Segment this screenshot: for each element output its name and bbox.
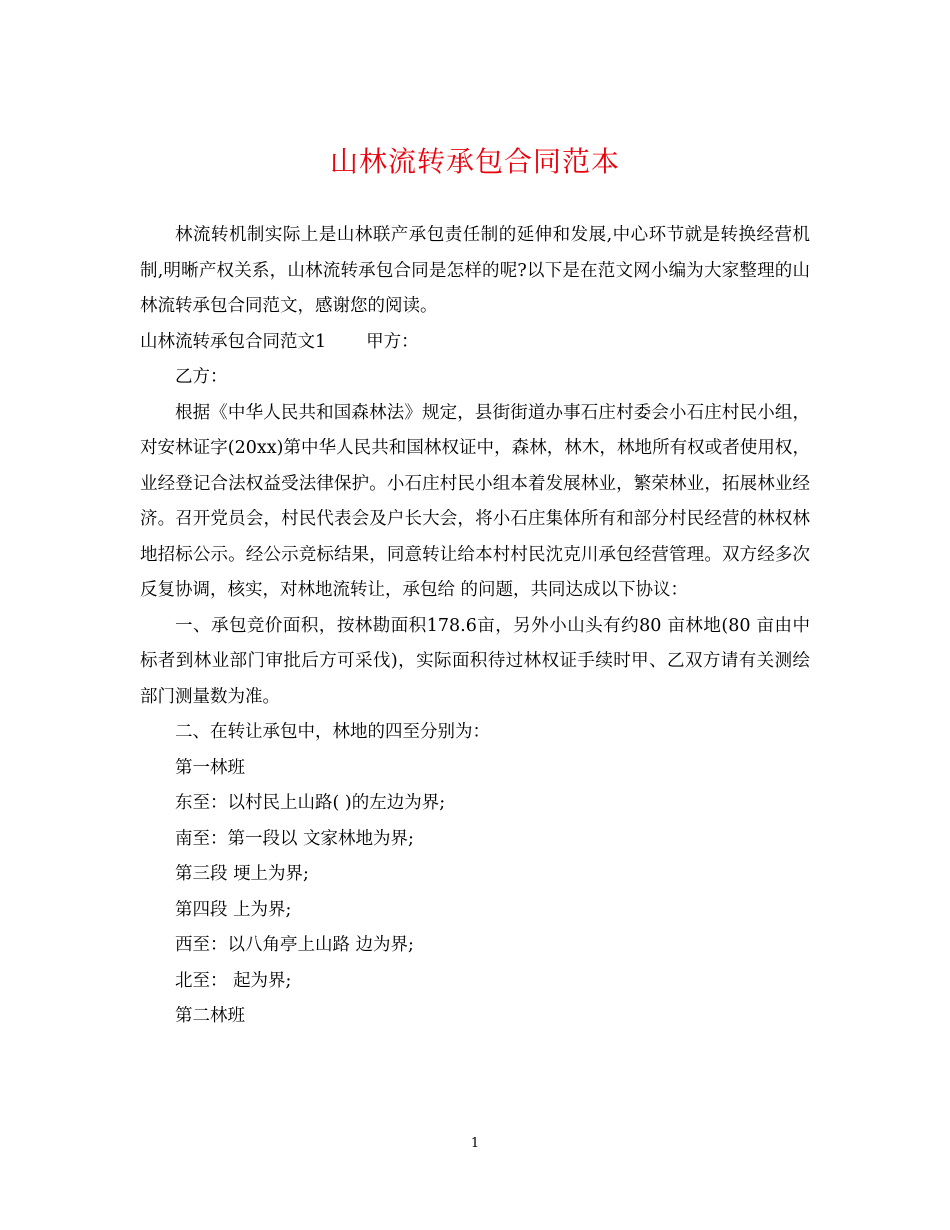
boundary-line: 第四段 上为界;: [175, 899, 292, 920]
boundary-line: 东至：以村民上山路( )的左边为界;: [175, 793, 446, 813]
boundary-line: 第二林班: [175, 1006, 245, 1026]
clause-2-paragraph: 二、在转让承包中，林地的四至分别为：: [175, 722, 490, 742]
party-b-label: 乙方：: [175, 367, 228, 387]
section-heading-line: [140, 325, 810, 361]
intro-paragraph: 林流转机制实际上是山林联产承包责任制的延伸和发展,中心环节就是转换经营机制,明晰产权关系，山林流转承包合同是怎样的呢?以下是在范文网小编为大家整理的山林流转承包合同范文，感谢您的阅读。: [140, 225, 810, 316]
clause-1-paragraph: 一、承包竞价面积，按林勘面积178.6亩，另外小山头有约80 亩林地(80 亩由中标者到林业部门审批后方可采伐)，实际面积待过林权证手续时甲、乙双方请有关测绘部门测量数为准。: [140, 615, 810, 707]
section-heading: 山林流转承包合同范文1: [140, 331, 327, 352]
page-number: 1: [470, 1136, 480, 1151]
document-body: [140, 218, 810, 1035]
boundary-line: 北至： 起为界;: [175, 970, 292, 991]
boundary-line: 第三段 埂上为界;: [175, 864, 309, 884]
document-title: 山林流转承包合同范本: [329, 145, 620, 178]
boundary-line: 西至：以八角亭上山路 边为界;: [175, 935, 414, 955]
party-a-label: 甲方：: [366, 331, 419, 352]
boundary-line: 南至：第一段以 文家林地为界;: [175, 828, 414, 849]
clause-basis-paragraph: 根据《中华人民共和国森林法》规定，县街街道办事石庄村委会小石庄村民小组，对安林证字(20xx)第中华人民共和国林权证中，森林，林木，林地所有权或者使用权，业经登记合法权益受法律保护。小石庄村民小组本着发展林业，繁荣林业，拓展林业经济。召开党员会，村民代表会及户长大会，将小石庄集体所有和部分村民经营的林权林地招标公示。经公示竞标结果，同意转让给本村村民沈克川承包经营管理。双方经多次反复协调，核实，对林地流转让，承包给 的问题，共同达成以下协议：: [140, 402, 810, 600]
boundary-line: 第一林班: [175, 757, 245, 778]
